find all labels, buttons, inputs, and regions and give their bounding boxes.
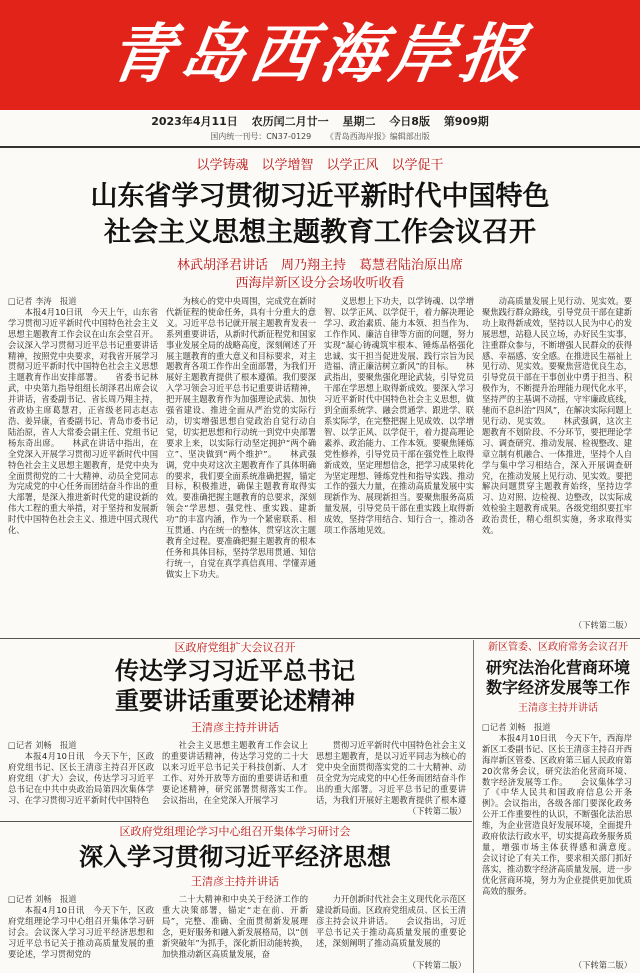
dateline: [0, 112, 640, 132]
story4-continued: [316, 960, 466, 972]
story2-column-3: [316, 740, 466, 806]
publication-code: 国内统一刊号：CN37-0129: [210, 132, 312, 141]
story2-continued-note: （下转第二版）: [407, 806, 466, 816]
story4-column-1: [8, 894, 154, 970]
issue-number: 第909期: [443, 115, 489, 128]
story3-continued-note: （下转第二版）: [573, 960, 632, 970]
story2-kicker: 区政府党组扩大会议召开: [174, 641, 296, 654]
lead-continued: [482, 620, 632, 632]
story2-divider: [0, 821, 472, 822]
lunar-date: 农历闰二月廿一: [251, 115, 329, 128]
lead-body-1: 本报4月10日讯 今天上午，山东省学习贯彻习近平新时代中国特色社会主义思想主题教育工作会议在山东会堂召开。会议深入学习贯彻习近平总书记重要讲话精神，按照党中央要求，对我省开展学习贯彻习近平新时代中国特色社会主义思想主题教育作出安排部署。 省委书记林武，中央第九指导组组长胡泽君出席会议并讲话，省委副书记、省长周乃翔主持，省政协主席葛慧君，正省级老同志赵志浩、姜异康，省委副书记、青岛市委书记陆治原，省人大常委会副主任、党组书记杨东奇出席。 林武在讲话中指出，在全党深入开展学习贯彻习近平新时代中国特色社会主义思想主题教育，是党中央为全面贯彻党的二十大精神、动员全党同志为完成党的中心任务而团结奋斗作出的重大部署，是深入推进新时代党的建设新的伟大工程的重大举措，对于坚持和发展新时代中国特色社会主义、推进中国式现代化、: [8, 306, 158, 536]
story3-body: 本报4月10日讯 今天下午，西海岸新区工委副书记、区长王清彦主持召开西海岸新区管委、区政府第三届人民政府第20次常务会议，研究法治化营商环境、数字经济发展等工作。 会议集体学习了《中华人民共和国政府信息公开条例》。会议指出，各级各部门要深化政务公开工作重要性的认识，不断强化法治思维，为企业营造良好发展环境，全面提升政府依法行政水平，切实提高政务服务质量，增强市场主体获得感和满意度。 会议讨论了有关工作，要求相关部门抓好落实，推动数字经济高质量发展，进一步优化营商环境，努力为企业提供更加优质高效的服务。: [482, 732, 632, 896]
lead-continued-note: （下转第二版）: [573, 620, 632, 630]
story2-deck: 王清彦主持并讲话: [191, 721, 279, 734]
lead-deck-line2: 西海岸新区设分会场收听收看: [235, 276, 405, 291]
story2-body-1: 本报4月10日讯 今天下午，区政府党组书记、区长王清彦主持召开区政府党组（扩大）会议，传达学习习近平总书记在中共中央政治局第四次集体学习、在学习贯彻习近平新时代中国特色: [8, 750, 154, 805]
story4-continued-note: （下转第二版）: [407, 960, 466, 970]
story4-column-3: [316, 894, 466, 960]
lead-body-2: 为核心的党中央周围，完成党在新时代新征程的使命任务，具有十分重大的意义。习近平总书记就开展主题教育发表一系列重要讲话，从新时代新征程党和国家事业发展全局的战略高度，深刻阐述了开展主题教育的重大意义和目标要求，对主题教育各项工作作出全面部署，为我们开展好主题教育提供了根本遵循。我们要深入学习领会习近平总书记重要讲话精神，把开展主题教育作为加强理论武装、加快强省建设、推进全面从严治党的实际行动，切实增强思想自觉政治自觉行动自觉，切实把思想和行动统一到党中央部署要求上来，以实际行动坚定拥护“两个确立”、坚决做到“两个维护”。 林武强调，党中央对这次主题教育作了具体明确的要求，我们要全面系统准确把握，锚定目标，积极推进，确保主题教育取得实效。要准确把握主题教育的总要求，深刻领会“学思想、强党性、重实践、建新功”的丰富内涵，作为一个紧密联系、相互贯通、内在统一的整体，贯穿这次主题教育全过程。要准确把握主题教育的根本任务和具体目标，坚持学思用贯通、知信行统一，自觉在真学真信真用、学懂弄通做实上下功夫。: [166, 296, 316, 579]
story3-byline: □记者 刘畅 报道: [482, 722, 551, 732]
story2-title-line1: 传达学习习近平总书记: [115, 657, 355, 685]
story4-column-2: [162, 894, 308, 970]
lead-column-1: [8, 296, 158, 631]
lead-body-4: 动高质量发展上见行动、见实效。要聚焦践行群众路线，引导党员干部在建新功上取得新成效，坚持以人民为中心的发展思想，站稳人民立场，办好民生实事，注重群众参与，不断增强人民群众的获得感、幸福感、安全感。在推进民生福祉上见行动、见实效。要聚焦营造优良生态，引导党员干部在干事创业中勇于担当、积极作为，不断提升治理能力现代化水平，坚持严的主基调不动摇，守牢廉政底线，驰而不息纠治“四风”，在解决实际问题上见行动、见实效。 林武强调，这次主题教育不划阶段、不分环节，要把理论学习、调查研究、推动发展、检视整改、建章立制有机融合、一体推进，坚持个人自学与集中学习相结合，深入开展调查研究，在推动发展上见行动、见实效。要把解决问题贯穿主题教育始终，坚持边学习、边对照、边检视、边整改，以实际成效检验主题教育成果。各级党组织要扛牢政治责任，精心组织实施，务求取得实效。: [482, 296, 632, 536]
story3-column: [482, 722, 632, 958]
publisher: 《青岛西海岸报》编辑部出版: [325, 132, 430, 141]
story2-title-line2: 重要讲话重要论述精神: [115, 687, 355, 715]
story3-title-line1: 研究法治化营商环境: [485, 658, 630, 677]
story2-continued: [316, 806, 466, 818]
story2-byline: □记者 刘畅 报道: [8, 740, 77, 750]
story4-deck: 王清彦主持并讲话: [191, 875, 279, 888]
publication-info: [0, 130, 640, 144]
story3-kicker: 新区管委、区政府常务会议召开: [488, 642, 628, 653]
lead-title-line1: 山东省学习贯彻习近平新时代中国特色: [90, 181, 550, 212]
lead-column-2: [166, 296, 316, 631]
story4-body-2: 二十大精神和中央关于经济工作的重大决策部署，锚定“走在前、开新局”，完整、准确、全面贯彻新发展理念，更好服务和融入新发展格局，以“创新突破年”为抓手，深化新旧动能转换，加快推动新区高质量发展，奋: [162, 894, 308, 959]
story2-column-2: [162, 740, 308, 816]
story4-kicker: 区政府党组理论学习中心组召开集体学习研讨会: [119, 825, 351, 838]
lead-column-3: [324, 296, 474, 631]
column-divider: [473, 640, 474, 973]
lead-deck-line1: 林武胡泽君讲话 周乃翔主持 葛慧君陆治原出席: [176, 258, 463, 273]
story4-title: 深入学习贯彻习近平经济思想: [79, 843, 391, 871]
lead-body-3: 义思想上下功夫，以学铸魂、以学增智、以学正风、以学促干，着力解决理论学习、政治素质、能力本领、担当作为、工作作风、廉洁自律等方面的问题，努力实现“凝心铸魂筑牢根本、锤炼品格强化忠诚、实干担当促进发展、践行宗旨为民造福、清正廉洁树立新风”的目标。 林武指出，要聚焦强化理论武装，引导党员干部在学思想上取得新成效。要深入学习习近平新时代中国特色社会主义思想，做到全面系统学、融会贯通学、跟进学、联系实际学，在完整把握上见成效、以学增智、以学正风、以学促干，着力提高理论素养、政治能力、工作本领。要聚焦锤炼党性修养，引导党员干部在强党性上取得新成效，坚定理想信念，把学习成果转化为坚定理想、锤炼党性和指导实践、推动工作的强大力量，在推动高质量发展中实现新作为、展现新担当。要聚焦服务高质量发展，引导党员干部在重实践上取得新成效，坚持学用结合、知行合一，推动各项工作落地见效。: [324, 296, 474, 536]
story3-continued: [482, 960, 632, 972]
story3-title-line2: 数字经济发展等工作: [485, 678, 630, 697]
page-count: 今日8版: [389, 115, 430, 128]
lead-divider: [0, 638, 640, 639]
lead-title-line2: 社会主义思想主题教育工作会议召开: [104, 217, 536, 248]
issue-date: 2023年4月11日: [151, 115, 238, 128]
story4-byline: □记者 刘畅 报道: [8, 894, 77, 904]
story2-body-2: 社会主义思想主题教育工作会议上的重要讲话精神，传达学习党的二十大以来习近平总书记关于科技创新、人才工作、对外开放等方面的重要讲话和重要论述精神，研究部署贯彻落实工作。 会议指出，在全党深入开展学习: [162, 740, 308, 805]
masthead-banner: [0, 0, 640, 110]
story2-body-3: 贯彻习近平新时代中国特色社会主义思想主题教育，是以习近平同志为核心的党中央全面贯彻落实党的二十大精神、动员全党为完成党的中心任务而团结奋斗作出的重大部署。习近平总书记的重要讲话，为我们开展好主题教育提供了根本遵: [316, 740, 466, 805]
story3-deck: 王清彦主持并讲话: [518, 703, 598, 714]
story2-column-1: [8, 740, 154, 816]
header-divider: [0, 146, 640, 148]
lead-kicker: 以学铸魂 以学增智 以学正风 以学促干: [196, 158, 444, 173]
lead-column-4: [482, 296, 632, 620]
story4-body-1: 本报4月10日讯 今天下午，区政府党组理论学习中心组召开集体学习研讨会。会议深入学习习近平经济思想和习近平总书记关于推动高质量发展的重要论述，学习贯彻党的: [8, 904, 154, 959]
masthead-title: 青岛西海岸报: [104, 17, 536, 92]
lead-byline: □记者 李涛 报道: [8, 296, 77, 306]
weekday: 星期二: [342, 115, 376, 128]
story4-body-3: 力开创新时代社会主义现代化示范区建设新局面。区政府党组成员、区长王清彦主持会议并讲话。 会议指出，习近平总书记关于推动高质量发展的重要论述，深刻阐明了推动高质量发展的: [316, 894, 466, 948]
